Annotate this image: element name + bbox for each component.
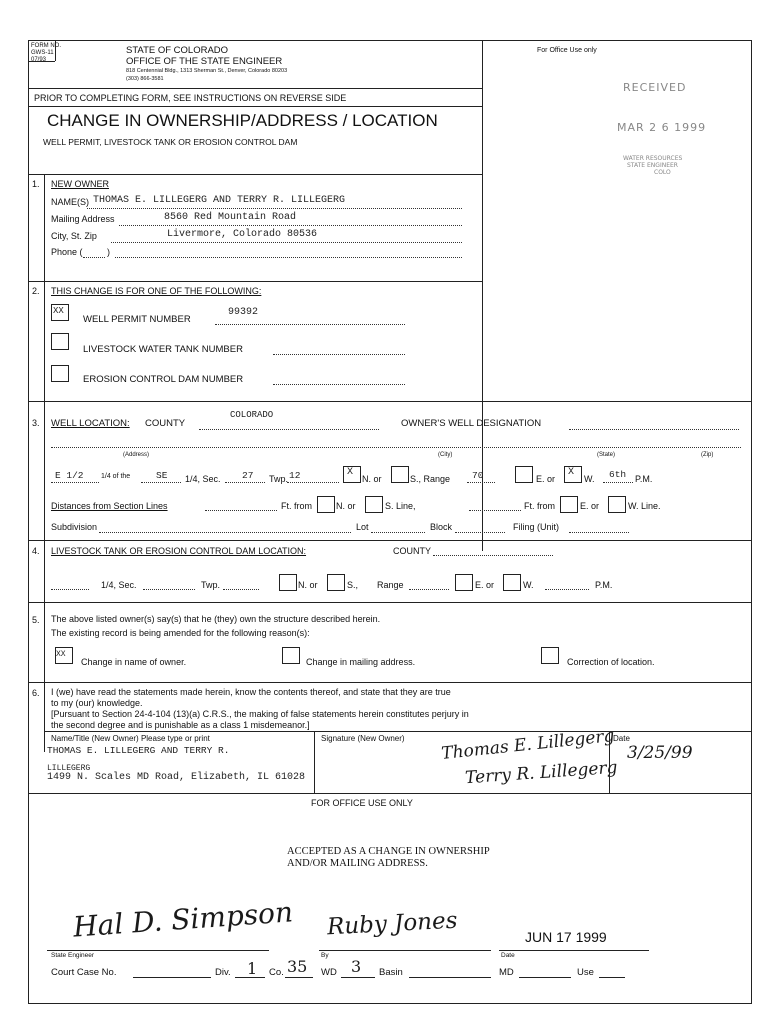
form-date: 07/93 (31, 57, 47, 63)
s4-south-checkbox[interactable] (327, 574, 345, 591)
stamp-line3: COLO (654, 169, 671, 176)
by-label: By (321, 952, 329, 959)
well-permit-number[interactable]: 99392 (228, 307, 259, 318)
s4-sec-label: 1/4, Sec. (101, 580, 137, 590)
owner-signature-2: Terry R. Lillegerg (464, 757, 619, 789)
s6-line2: to my (our) knowledge. (51, 698, 143, 708)
city-label: City, St. Zip (51, 231, 97, 241)
twp-label: Twp. (269, 474, 289, 484)
basin-label: Basin (379, 967, 403, 978)
quarter-quarter[interactable]: E 1/2 (55, 470, 84, 481)
s4-north-checkbox[interactable] (279, 574, 297, 591)
s4-n-or-label: N. or (298, 580, 318, 590)
s6-line4: the second degree and is punishable as a class 1 misdemeanor.] (51, 720, 310, 730)
s5-number: 5. (32, 615, 40, 625)
quarter[interactable]: SE (156, 470, 168, 481)
md-label: MD (499, 967, 514, 978)
s4-pm-label: P.M. (595, 580, 613, 590)
office-address: 818 Centennial Bldg., 1313 Sherman St., Denver, Colorado 80203 (126, 68, 288, 74)
filing-unit-label: Filing (Unit) (513, 522, 560, 532)
office-phone: (303) 866-3581 (126, 76, 164, 82)
use-label: Use (577, 967, 594, 978)
s2-number: 2. (32, 286, 40, 296)
s3-number: 3. (32, 418, 40, 428)
office-title: OFFICE OF THE STATE ENGINEER (126, 56, 283, 67)
township[interactable]: 12 (289, 470, 301, 481)
date-stamp: JUN 17 1999 (525, 929, 607, 945)
north-mark: X (347, 467, 354, 478)
owners-well-designation-label: OWNER'S WELL DESIGNATION (401, 418, 542, 429)
s4-number: 4. (32, 546, 40, 556)
pm-label: P.M. (635, 474, 653, 484)
lot-label: Lot (356, 522, 369, 532)
well-county[interactable]: COLORADO (230, 410, 274, 420)
stamp-line1: WATER RESOURCES (623, 155, 683, 162)
s-line-label: S. Line, (385, 501, 416, 511)
dist-n-or-label: N. or (336, 501, 356, 511)
s4-w-label: W. (523, 580, 534, 590)
co-value: 35 (287, 957, 308, 976)
by-signature: Ruby Jones (326, 907, 459, 941)
s4-twp-label: Twp. (201, 580, 221, 590)
mailing-address[interactable]: 8560 Red Mountain Road (164, 212, 297, 223)
form-title: CHANGE IN OWNERSHIP/ADDRESS / LOCATION (47, 111, 438, 130)
wd-label: WD (321, 967, 337, 978)
range[interactable]: 70 (472, 470, 484, 481)
ft-from-label-2: Ft. from (524, 501, 555, 511)
signature-label: Signature (New Owner) (321, 734, 405, 743)
state-caption: (State) (597, 452, 616, 458)
s1-number: 1. (32, 179, 40, 189)
stamp-line2: STATE ENGINEER (627, 162, 678, 169)
accepted-line2: AND/OR MAILING ADDRESS. (287, 858, 428, 869)
well-permit-label: WELL PERMIT NUMBER (83, 314, 191, 325)
received-stamp: RECEIVED (623, 81, 687, 94)
e-or-label: E. or (536, 474, 556, 484)
block-label: Block (430, 522, 453, 532)
principal-meridian[interactable]: 6th (609, 469, 627, 480)
subdivision-label: Subdivision (51, 522, 98, 532)
section-number[interactable]: 27 (242, 470, 254, 481)
east-checkbox[interactable] (515, 466, 533, 483)
dist-east-checkbox[interactable] (560, 496, 578, 513)
zip-caption: (Zip) (701, 452, 714, 458)
dist-north-checkbox[interactable] (317, 496, 335, 513)
correction-location-label: Correction of location. (567, 657, 655, 667)
s4-west-checkbox[interactable] (503, 574, 521, 591)
form-no: GWS-11 (31, 50, 54, 56)
phone-label: Phone ( (51, 247, 83, 257)
county-label: COUNTY (145, 418, 186, 429)
s4-east-checkbox[interactable] (455, 574, 473, 591)
s3-heading: WELL LOCATION: (51, 418, 130, 429)
n-or-label: N. or (362, 474, 382, 484)
livestock-tank-label: LIVESTOCK WATER TANK NUMBER (83, 344, 243, 355)
change-name-mark: XX (56, 650, 66, 659)
new-owner-name-line2[interactable]: LILLEGERG (47, 764, 91, 773)
correction-location-checkbox[interactable] (541, 647, 559, 664)
new-owner-address[interactable]: 1499 N. Scales MD Road, Elizabeth, IL 61028 (47, 772, 306, 783)
s4-heading: LIVESTOCK TANK OR EROSION CONTROL DAM LOCATION: (51, 546, 307, 556)
address-caption: (Address) (123, 452, 150, 458)
owner-name[interactable]: THOMAS E. LILLEGERG AND TERRY R. LILLEGERG (93, 195, 346, 206)
form-frame (28, 40, 752, 1004)
s6-number: 6. (32, 688, 40, 698)
city-caption: (City) (438, 452, 453, 458)
distances-label: Distances from Section Lines (51, 501, 168, 511)
wd-value: 3 (351, 957, 362, 976)
sec-label: 1/4, Sec. (185, 474, 221, 484)
mailing-address-label: Mailing Address (51, 214, 115, 224)
s6-line1: I (we) have read the statements made herein, know the contents thereof, and state that they are true (51, 687, 451, 697)
s4-e-or-label: E. or (475, 580, 495, 590)
instructions: PRIOR TO COMPLETING FORM, SEE INSTRUCTIONS ON REVERSE SIDE (34, 93, 347, 103)
of-the-label: 1/4 of the (101, 473, 131, 480)
owner-name-label: NAME(S) (51, 197, 89, 207)
state-engineer-signature: Hal D. Simpson (72, 895, 294, 944)
s5-line1: The above listed owner(s) say(s) that he (they) own the structure described herein. (51, 614, 381, 624)
s-range-label: S., Range (410, 474, 451, 484)
office-date-label: Date (501, 952, 515, 959)
office-use-only-label: FOR OFFICE USE ONLY (311, 798, 413, 808)
ft-from-label: Ft. from (281, 501, 312, 511)
s4-s-label: S., (347, 580, 359, 590)
w-label: W. (584, 474, 595, 484)
office-use-label: For Office Use only (537, 47, 597, 54)
w-line-label: W. Line. (628, 501, 661, 511)
new-owner-name-label: Name/Title (New Owner) Please type or print (51, 734, 210, 743)
owner-signature-1: Thomas E. Lillegerg (440, 725, 616, 765)
form-subtitle: WELL PERMIT, LIVESTOCK TANK OR EROSION CONTROL DAM (43, 137, 298, 147)
court-case-label: Court Case No. (51, 967, 117, 978)
date-label: Date (613, 734, 630, 743)
change-name-label: Change in name of owner. (81, 657, 187, 667)
s1-heading: NEW OWNER (51, 179, 109, 189)
s4-county-label: COUNTY (393, 546, 431, 556)
south-checkbox[interactable] (391, 466, 409, 483)
div-label: Div. (215, 967, 231, 978)
dist-west-checkbox[interactable] (608, 496, 626, 513)
co-label: Co. (269, 967, 284, 978)
accepted-line1: ACCEPTED AS A CHANGE IN OWNERSHIP (287, 846, 490, 857)
dist-e-or-label: E. or (580, 501, 600, 511)
erosion-dam-checkbox[interactable] (51, 365, 69, 382)
s2-heading: THIS CHANGE IS FOR ONE OF THE FOLLOWING: (51, 286, 262, 296)
city-state-zip[interactable]: Livermore, Colorado 80536 (167, 229, 318, 240)
s5-line2: The existing record is being amended for the following reason(s): (51, 628, 310, 638)
change-address-checkbox[interactable] (282, 647, 300, 664)
new-owner-name-line1[interactable]: THOMAS E. LILLEGERG AND TERRY R. (47, 745, 230, 756)
well-permit-mark: XX (53, 306, 64, 316)
owner-date: 3/25/99 (627, 743, 693, 763)
dist-south-checkbox[interactable] (365, 496, 383, 513)
state-title: STATE OF COLORADO (126, 45, 229, 56)
form-no-label: FORM NO. (31, 43, 61, 49)
livestock-tank-checkbox[interactable] (51, 333, 69, 350)
erosion-dam-label: EROSION CONTROL DAM NUMBER (83, 374, 244, 385)
change-address-label: Change in mailing address. (306, 657, 416, 667)
s4-range-label: Range (377, 580, 404, 590)
state-engineer-label: State Engineer (51, 952, 95, 959)
s6-line3: [Pursuant to Section 24-4-104 (13)(a) C.R.S., the making of false statements herein constitutes perjury in (51, 709, 469, 719)
west-mark: X (568, 467, 575, 478)
div-value: 1 (247, 959, 258, 978)
received-date: MAR 2 6 1999 (617, 121, 707, 134)
phone-close: ) (107, 247, 110, 257)
